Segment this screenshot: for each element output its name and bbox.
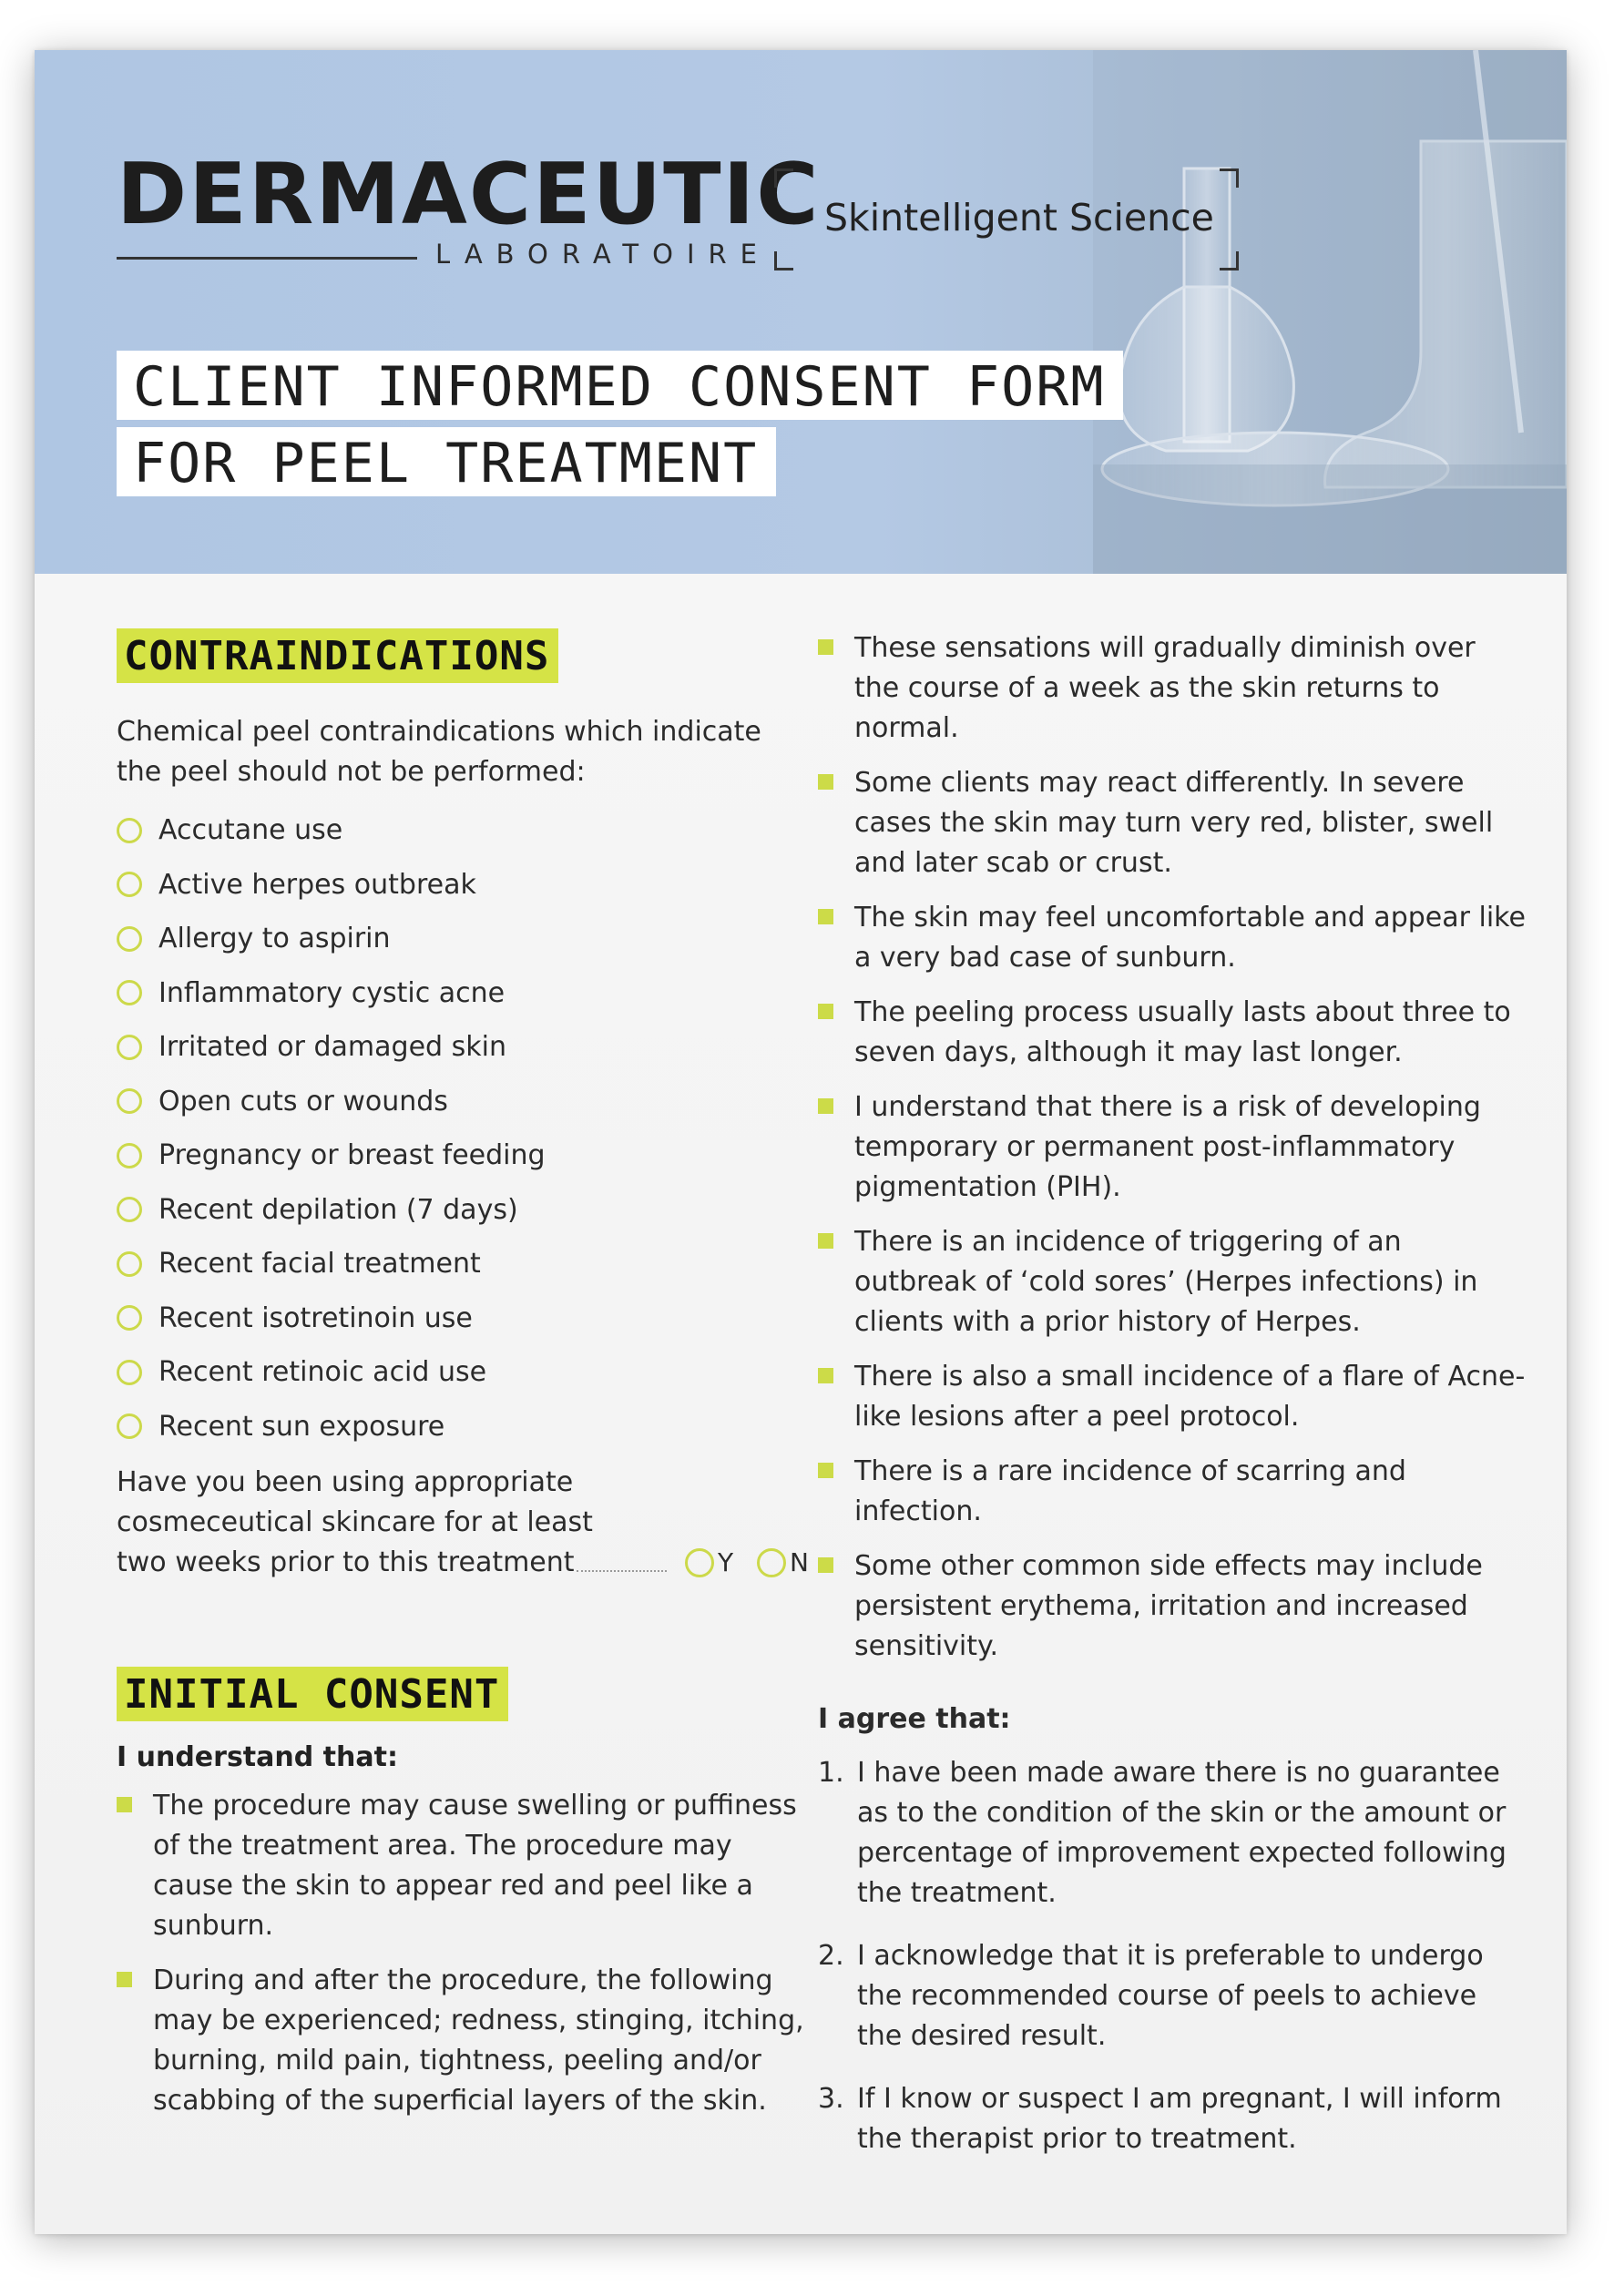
checklist-item (117, 858, 809, 913)
checkbox-circle[interactable] (117, 980, 142, 1005)
checkbox-circle[interactable] (117, 1360, 142, 1385)
agree-item-number: 2. (818, 1940, 844, 1972)
checkbox-circle[interactable] (117, 1143, 142, 1168)
agree-item-text: I have been made aware there is no guarantee as to the condition of the skin or the amount or percentage of improvement expected following the treatment. (857, 1757, 1507, 1909)
initial-consent-heading: INITIAL CONSENT (117, 1667, 508, 1721)
checklist-item (117, 803, 809, 858)
question-answer-row (117, 1543, 809, 1583)
checklist-item-label: Recent isotretinoin use (158, 1301, 473, 1334)
checklist-item (117, 1400, 809, 1454)
form-title-line-2: FOR PEEL TREATMENT (117, 427, 776, 496)
yes-label: Y (717, 1547, 734, 1577)
bullet-item: There is an incidence of triggering of an outbreak of ‘cold sores’ (Herpes infections) in clients with a prior history of Herpes. (818, 1222, 1528, 1342)
agree-item-number: 1. (818, 1757, 844, 1789)
right-column (818, 628, 1528, 2182)
checklist-item-label: Recent depilation (7 days) (158, 1193, 518, 1226)
form-title-line-1: CLIENT INFORMED CONSENT FORM (117, 351, 1123, 420)
checklist-item (117, 1345, 809, 1400)
no-option[interactable] (757, 1543, 809, 1583)
checklist-item (117, 1128, 809, 1183)
checkbox-circle[interactable] (117, 1413, 142, 1439)
checklist-item (117, 1291, 809, 1346)
understand-label: I understand that: (117, 1741, 398, 1773)
understand-list-right (818, 628, 1528, 1667)
agree-item (818, 2079, 1528, 2159)
corner-bracket (1220, 251, 1239, 270)
agree-list (818, 1753, 1528, 2159)
checklist-item-label: Allergy to aspirin (158, 923, 391, 955)
bullet-item: These sensations will gradually diminish over the course of a week as the skin returns to normal. (818, 628, 1528, 749)
question-line-1: Have you been using appropriate (117, 1466, 574, 1498)
brand-tagline: Skintelligent Science (824, 196, 1214, 240)
bullet-item: Some clients may react differently. In severe cases the skin may turn very red, blister, swell and later scab or crust. (818, 763, 1528, 883)
agree-item-text: If I know or suspect I am pregnant, I will inform the therapist prior to treatment. (857, 2083, 1502, 2155)
corner-bracket (774, 168, 793, 188)
bullet-item: The procedure may cause swelling or puffiness of the treatment area. The procedure may cause the skin to appear red and peel like a sunburn. (117, 1786, 809, 1946)
bullet-item: There is also a small incidence of a flare of Acne-like lesions after a peel protocol. (818, 1357, 1528, 1437)
checkbox-circle[interactable] (117, 1305, 142, 1331)
checklist-item-label: Recent facial treatment (158, 1248, 481, 1281)
checklist-item (117, 1183, 809, 1238)
bullet-item: During and after the procedure, the following may be experienced; redness, stinging, itching, burning, mild pain, tightness, peeling and/or scabbing of the superficial layers of the skin. (117, 1961, 809, 2121)
question-line-2: cosmeceutical skincare for at least (117, 1506, 593, 1538)
bullet-item: The peeling process usually lasts about three to seven days, although it may last longer. (818, 993, 1528, 1073)
brand-sub: LABORATOIRE (435, 239, 771, 270)
tagline-frame (774, 168, 1239, 270)
agree-item (818, 1753, 1528, 1913)
contraindications-intro: Chemical peel contraindications which indicate the peel should not be performed: (117, 716, 761, 788)
bullet-item: Some other common side effects may include persistent erythema, irritation and increased sensitivity. (818, 1546, 1528, 1667)
checklist-item-label: Accutane use (158, 814, 343, 847)
contraindications-checklist (117, 803, 809, 1454)
yes-option[interactable] (685, 1543, 733, 1583)
checklist-item-label: Irritated or damaged skin (158, 1031, 506, 1064)
corner-bracket (774, 251, 793, 270)
header-banner (35, 50, 1567, 574)
understand-list-left (117, 1786, 809, 2121)
dotted-leader (577, 1570, 667, 1572)
checklist-item (117, 1020, 809, 1075)
bullet-item: The skin may feel uncomfortable and appear like a very bad case of sunburn. (818, 898, 1528, 978)
checklist-item-label: Active herpes outbreak (158, 868, 476, 901)
checklist-item-label: Pregnancy or breast feeding (158, 1139, 546, 1172)
agree-item-text: I acknowledge that it is preferable to undergo the recommended course of peels to achieve the desired result. (857, 1940, 1484, 2052)
checklist-item-label: Recent sun exposure (158, 1410, 445, 1443)
initial-consent-section (117, 1667, 809, 2121)
skincare-question (117, 1463, 809, 1583)
checkbox-circle[interactable] (117, 1251, 142, 1277)
agree-item-number: 3. (818, 2083, 844, 2115)
checkbox-circle[interactable] (117, 1088, 142, 1114)
yes-radio[interactable] (685, 1548, 714, 1577)
checkbox-circle[interactable] (117, 1035, 142, 1060)
checklist-item-label: Recent retinoic acid use (158, 1356, 487, 1389)
brand-logo: DERMACEUTIC (117, 145, 821, 243)
bullet-item: There is a rare incidence of scarring and infection. (818, 1452, 1528, 1532)
consent-form-sheet (35, 50, 1567, 2234)
contraindications-heading: CONTRAINDICATIONS (117, 628, 558, 683)
no-radio[interactable] (757, 1548, 786, 1577)
agree-item (818, 1936, 1528, 2056)
no-label: N (790, 1547, 809, 1577)
agree-label: I agree that: (818, 1703, 1011, 1735)
question-line-3: two weeks prior to this treatment (117, 1546, 575, 1578)
checkbox-circle[interactable] (117, 1197, 142, 1222)
bullet-item: I understand that there is a risk of developing temporary or permanent post-inflammatory pigmentation (PIH). (818, 1087, 1528, 1208)
corner-bracket (1220, 168, 1239, 188)
checklist-item (117, 1237, 809, 1291)
checklist-item (117, 1075, 809, 1129)
checkbox-circle[interactable] (117, 872, 142, 897)
checklist-item (117, 966, 809, 1021)
checklist-item (117, 912, 809, 966)
logo-divider (117, 257, 417, 260)
checkbox-circle[interactable] (117, 926, 142, 952)
checklist-item-label: Inflammatory cystic acne (158, 976, 506, 1009)
lab-glassware-image (1093, 50, 1567, 574)
checklist-item-label: Open cuts or wounds (158, 1085, 448, 1117)
left-column (117, 628, 809, 2136)
checkbox-circle[interactable] (117, 818, 142, 843)
